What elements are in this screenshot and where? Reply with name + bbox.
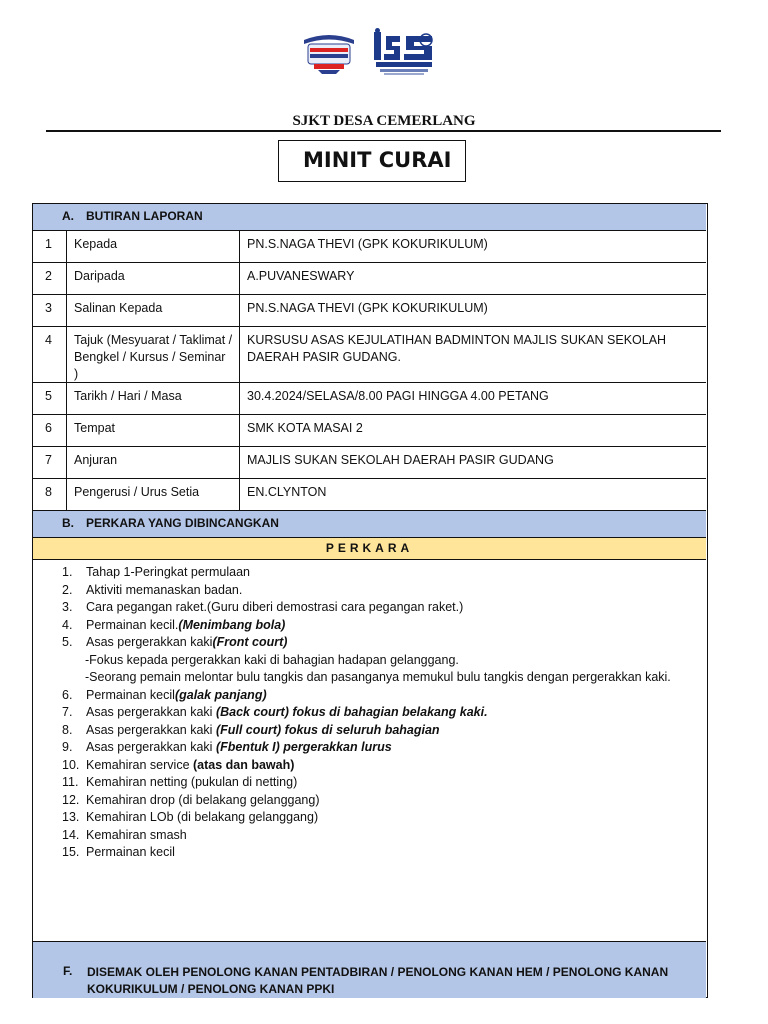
row-value: KURSUSU ASAS KEJULATIHAN BADMINTON MAJLIS SUKAN SEKOLAH DAERAH PASIR GUDANG. bbox=[247, 333, 667, 364]
table-row bbox=[33, 295, 706, 327]
header-logos bbox=[0, 28, 768, 78]
row-value: A.PUVANESWARY bbox=[247, 269, 355, 283]
list-item: 6. Permainan kecil(galak panjang) bbox=[62, 687, 267, 702]
section-a-title: BUTIRAN LAPORAN bbox=[86, 209, 203, 223]
table-row bbox=[33, 479, 706, 511]
section-f-title: DISEMAK OLEH PENOLONG KANAN PENTADBIRAN / PENOLONG KANAN HEM / PENOLONG KANAN KOKURIKULUM / PENOLONG KANAN PPKI bbox=[87, 965, 669, 996]
perkara-list bbox=[33, 560, 706, 942]
list-note: -Fokus kepada pergerakkan kaki di bahagian hadapan gelanggang. bbox=[85, 652, 459, 667]
section-f-header bbox=[33, 942, 706, 998]
page-title: MINIT CURAI bbox=[278, 140, 466, 182]
list-item: 8. Asas pergerakkan kaki (Full court) fokus di seluruh bahagian bbox=[62, 722, 440, 737]
table-row bbox=[33, 447, 706, 479]
table-row bbox=[33, 263, 706, 295]
row-value: EN.CLYNTON bbox=[247, 485, 327, 499]
row-label: Tempat bbox=[74, 421, 115, 435]
row-number: 6 bbox=[45, 421, 52, 435]
row-value: SMK KOTA MASAI 2 bbox=[247, 421, 363, 435]
list-item: 5. Asas pergerakkan kaki(Front court) bbox=[62, 635, 288, 649]
section-b-title: PERKARA YANG DIBINCANGKAN bbox=[86, 516, 279, 530]
section-b-header bbox=[33, 511, 706, 538]
row-label: Daripada bbox=[74, 269, 125, 283]
row-value: MAJLIS SUKAN SEKOLAH DAERAH PASIR GUDANG bbox=[247, 453, 554, 467]
row-value: 30.4.2024/SELASA/8.00 PAGI HINGGA 4.00 PETANG bbox=[247, 389, 549, 403]
row-label: Kepada bbox=[74, 237, 118, 251]
minutes-table bbox=[32, 203, 708, 998]
row-number: 3 bbox=[45, 301, 52, 315]
row-label: Salinan Kepada bbox=[74, 301, 163, 315]
list-note: -Seorang pemain melontar bulu tangkis dan pasanganya memukul bulu tangkis dengan pergerakkan kaki. bbox=[85, 670, 671, 684]
district-logo-icon bbox=[372, 28, 436, 76]
list-item: 9. Asas pergerakkan kaki (Fbentuk I) pergerakkan lurus bbox=[62, 740, 392, 754]
row-label: Pengerusi / Urus Setia bbox=[74, 485, 200, 499]
school-crest-icon bbox=[300, 30, 358, 74]
list-item: 10. Kemahiran service (atas dan bawah) bbox=[62, 757, 295, 772]
row-number: 1 bbox=[45, 237, 52, 251]
list-item: 11. Kemahiran netting (pukulan di netting) bbox=[62, 775, 298, 789]
table-row bbox=[33, 383, 706, 415]
list-item: 4. Permainan kecil.(Menimbang bola) bbox=[62, 617, 286, 632]
row-number: 2 bbox=[45, 269, 52, 283]
section-f-prefix: F. bbox=[63, 964, 73, 978]
section-b-prefix: B. bbox=[62, 516, 74, 530]
table-row bbox=[33, 231, 706, 263]
list-item: 12. Kemahiran drop (di belakang gelanggang) bbox=[62, 792, 320, 807]
list-item: 7. Asas pergerakkan kaki (Back court) fokus di bahagian belakang kaki. bbox=[62, 705, 488, 719]
list-item: 13. Kemahiran LOb (di belakang gelanggang) bbox=[62, 810, 319, 824]
row-number: 4 bbox=[45, 333, 52, 347]
row-label: Tajuk (Mesyuarat / Taklimat / Bengkel / Kursus / Seminar ) bbox=[74, 333, 233, 381]
row-number: 8 bbox=[45, 485, 52, 499]
header-divider bbox=[46, 130, 721, 132]
row-value: PN.S.NAGA THEVI (GPK KOKURIKULUM) bbox=[247, 237, 488, 251]
section-a-header bbox=[33, 204, 706, 231]
list-item: 1. Tahap 1-Peringkat permulaan bbox=[62, 565, 250, 579]
perkara-header: PERKARA bbox=[33, 538, 706, 560]
table-row bbox=[33, 327, 706, 383]
list-item: 15. Permainan kecil bbox=[62, 845, 175, 859]
row-label: Anjuran bbox=[74, 453, 118, 467]
list-item: 14. Kemahiran smash bbox=[62, 827, 187, 842]
row-label: Tarikh / Hari / Masa bbox=[74, 389, 182, 403]
list-item: 3. Cara pegangan raket.(Guru diberi demostrasi cara pegangan raket.) bbox=[62, 600, 464, 614]
school-name: SJKT DESA CEMERLANG bbox=[292, 113, 476, 129]
row-value: PN.S.NAGA THEVI (GPK KOKURIKULUM) bbox=[247, 301, 488, 315]
row-number: 5 bbox=[45, 389, 52, 403]
table-row bbox=[33, 415, 706, 447]
row-number: 7 bbox=[45, 453, 52, 467]
list-item: 2. Aktiviti memanaskan badan. bbox=[62, 582, 243, 597]
section-a-prefix: A. bbox=[62, 209, 74, 223]
